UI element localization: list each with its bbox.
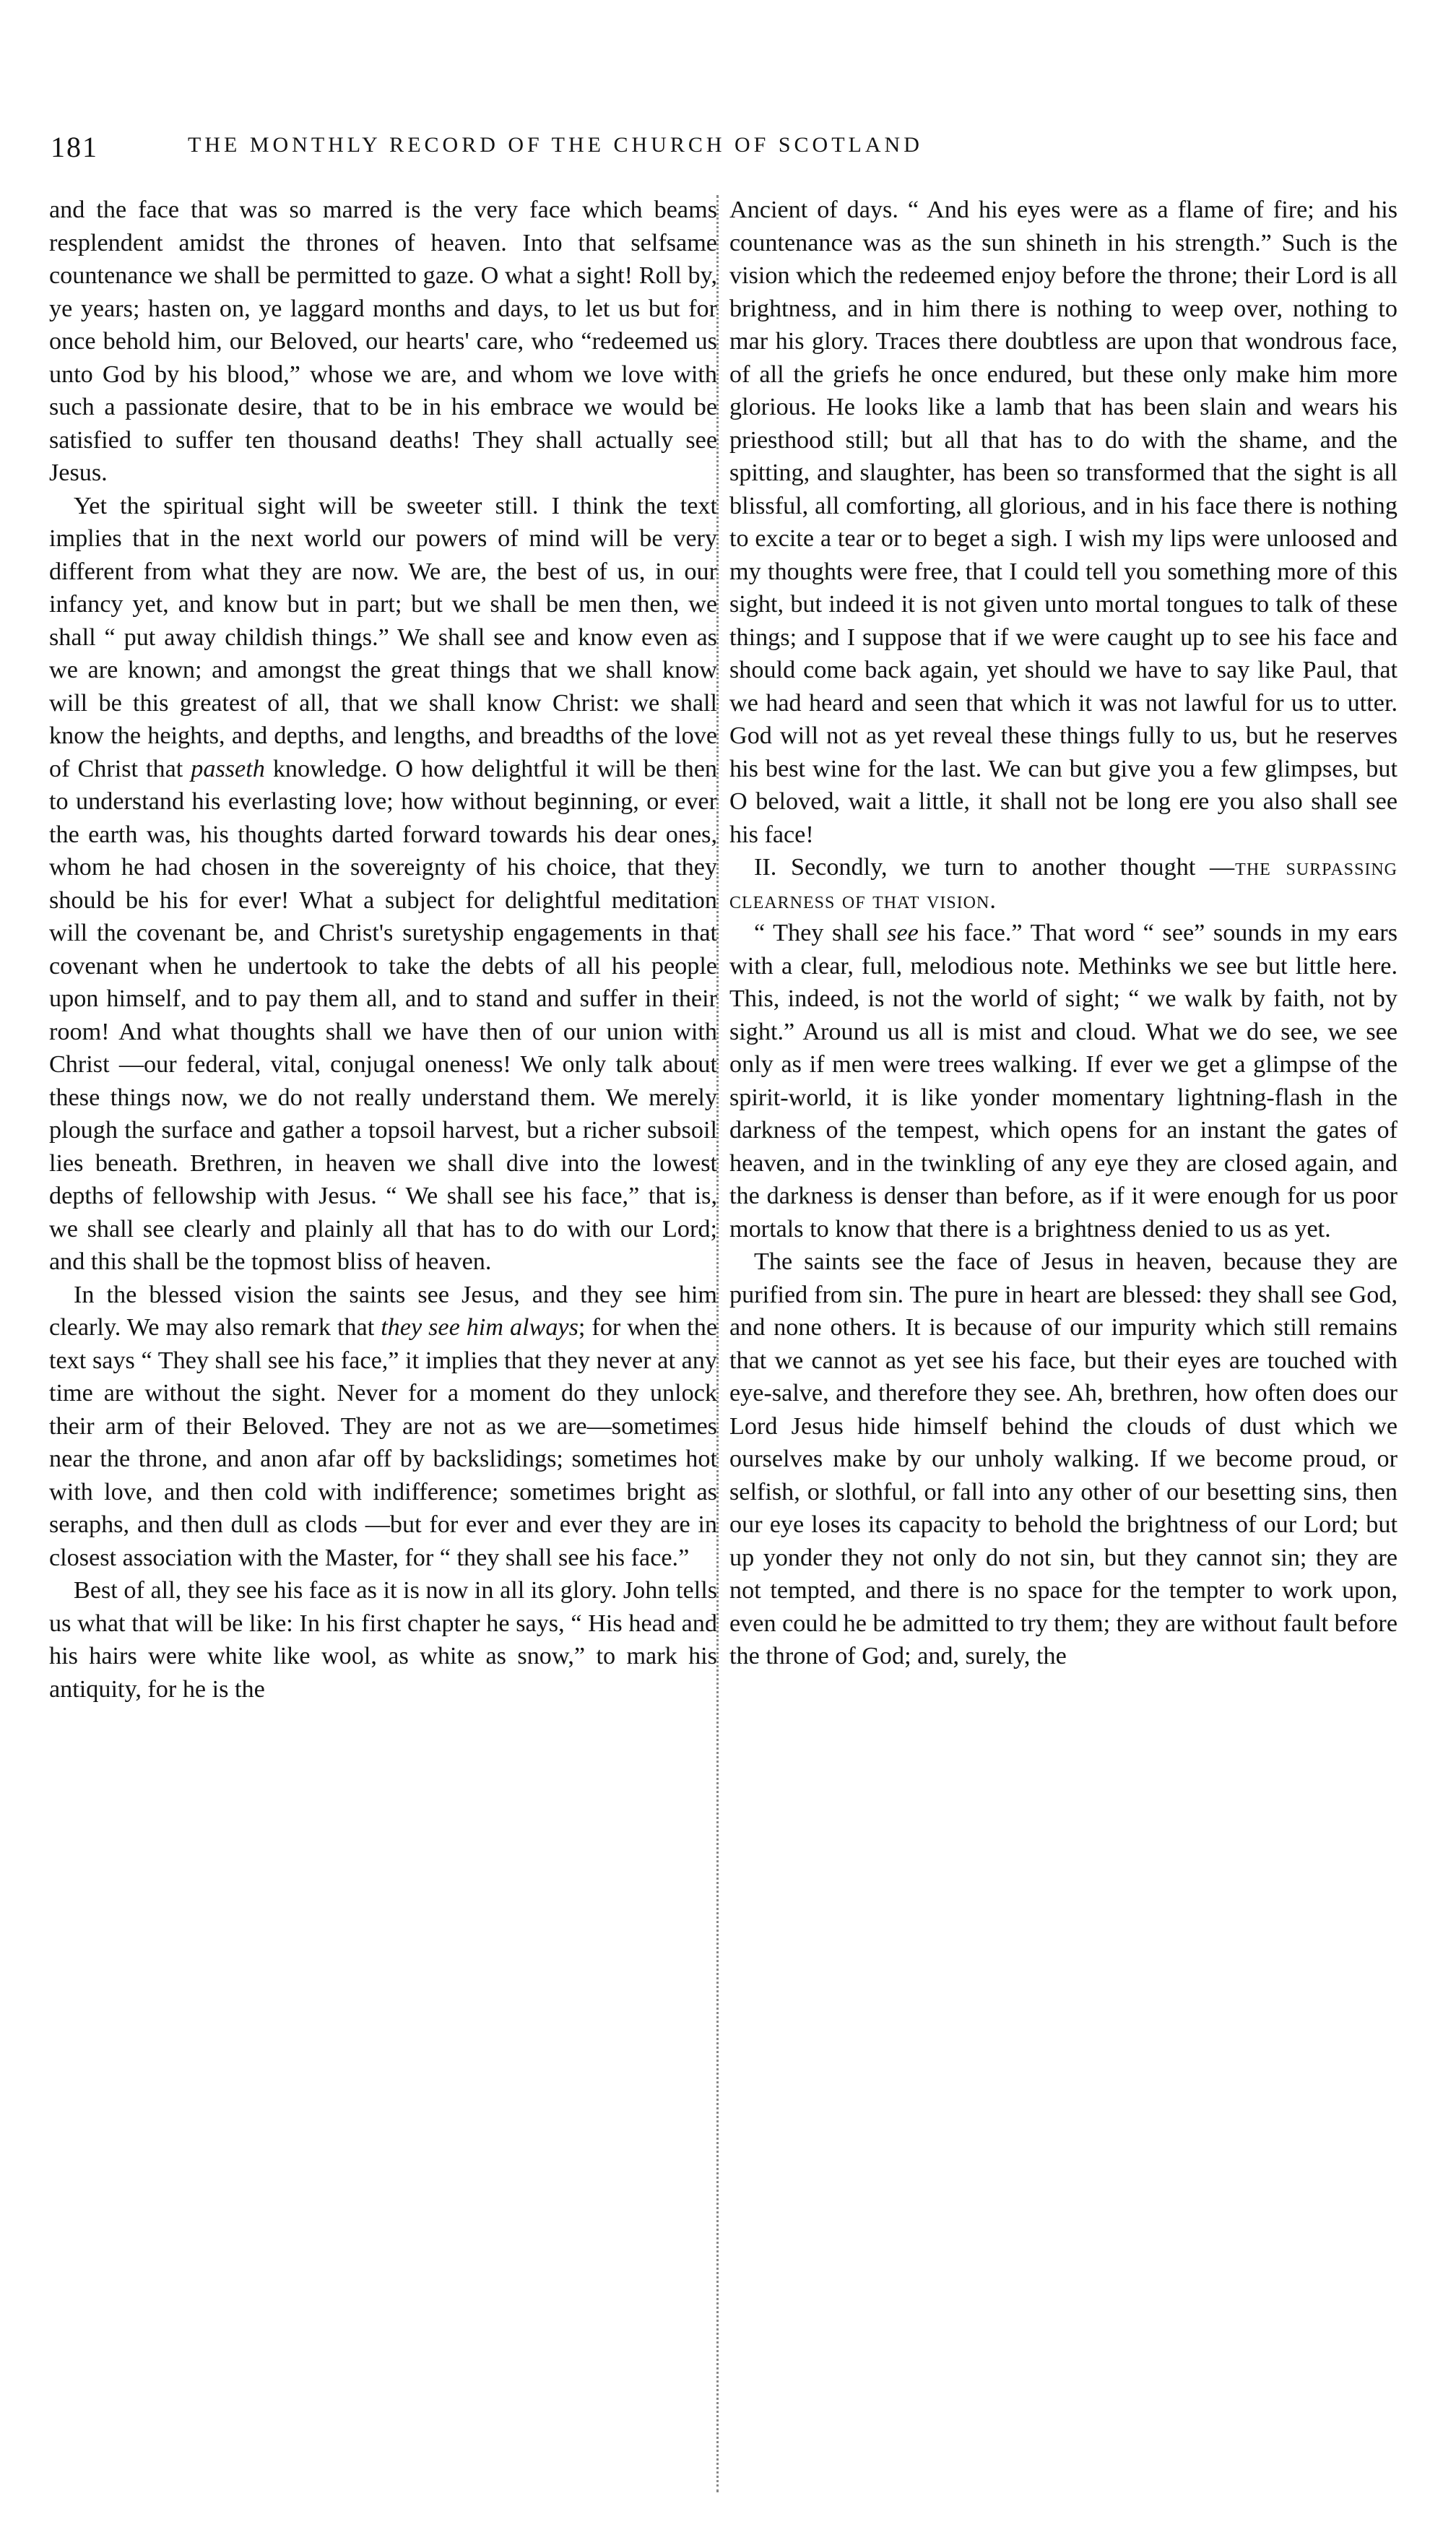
italic-phrase: they see him always — [381, 1314, 578, 1341]
paragraph — [49, 490, 717, 1279]
paragraph-text: his face.” That word “ see” sounds in my ears with a clear, full, melodious note. Methinks we see but little here. This, indeed, is not the world of sight; “ we walk by faith, not by sight.” Around us all is mist and cloud. What we do see, we see only as if men were trees walking. If ever we get a glimpse of the spirit-world, it is like yonder momentary lightning-flash in the darkness of the tempest, which opens for an instant the gates of heaven, and in the twinkling of any eye they are closed again, and the darkness is denser than before, as if it were enough for us poor mortals to know that there is a brightness denied to us as yet. — [729, 920, 1398, 1243]
paragraph: The saints see the face of Jesus in heaven, because they are purified from sin. The pure in heart are blessed: they shall see God, and none others. It is because of our impurity which still remains that we cannot as yet see his face, but their eyes are touched with eye-salve, and therefore they see. Ah, brethren, how often does our Lord Jesus hide himself behind the clouds of dust which we ourselves make by our unholy walking. If we become proud, or selfish, or slothful, or fall into any other of our besetting sins, then our eye loses its capacity to behold the brightness of our Lord; but up yonder they not only do not sin, but they cannot sin; they are not tempted, and there is no space for the tempter to work upon, even could he be admitted to try them; they are without fault before the throne of God; and, surely, the — [729, 1248, 1398, 1669]
paragraph-text: ; for when the text says “ They shall see his face,” it implies that they never at any time are without the sight. Never for a moment do they unlock their arm of their Beloved. They are not as we are—sometimes near the throne, and anon afar off by backslidings; sometimes hot with love, and then cold with indifference; sometimes bright as seraphs, and then dull as clods —but for ever and ever they are in closest association with the Master, for “ they shall see his face.” — [49, 1314, 717, 1571]
paragraph: Ancient of days. “ And his eyes were as a flame of fire; and his countenance was as the sun shineth in his strength.” Such is the vision which the redeemed enjoy before the throne; their Lord is all brightness, and in him there is nothing to weep over, nothing to mar his glory. Traces there doubtless are upon that wondrous face, of all the griefs he once endured, but these only make him more glorious. He looks like a lamb that has been slain and wears his priesthood still; but all that has to do with the shame, and the spitting, and slaughter, has been so transformed that the sight is all blissful, all comforting, all glorious, and in his face there is nothing to excite a tear or to beget a sigh. I wish my lips were unloosed and my thoughts were free, that I could tell you something more of this sight, but indeed it is not given unto mortal tongues to talk of these things; and I suppose that if we were caught up to see his face and should come back again, yet should we have to say like Paul, that we had heard and seen that which it was not lawful for us to utter. God will not as yet reveal these things fully to us, but he reserves his best wine for the last. We can but give you a few glimpses, but O beloved, wait a little, it shall not be long ere you also shall see his face! — [729, 196, 1398, 848]
heading-small-caps: —the surpassing clearness of that vision. — [729, 854, 1398, 914]
paragraph: and the face that was so marred is the very face which beams resplendent amidst the thrones of heaven. Into that selfsame countenance we shall be permitted to gaze. O what a sight! Roll by, ye years; hasten on, ye laggard months and days, to let us but for once behold him, our Beloved, our hearts' care, who “redeemed us unto God by his blood,” whose we are, and whom we love with such a passionate desire, that to be in his embrace we would be satisfied to suffer ten thousand deaths! They shall actually see Jesus. — [49, 196, 717, 486]
paragraph-text: knowledge. O how delightful it will be then to understand his everlasting love; how without beginning, or ever the earth was, his thoughts darted forward towards his dear ones, whom he had chosen in the sovereignty of his choice, that they should be his for ever! What a subject for delightful meditation will the covenant be, and Christ's suretyship engagements in that covenant when he undertook to take the debts of all his people upon himself, and to pay them all, and to stand and suffer in their room! And what thoughts shall we have then of our union with Christ —our federal, vital, conjugal oneness! We only talk about these things now, we do not really understand them. We merely plough the surface and gather a topsoil harvest, but a richer subsoil lies beneath. Brethren, in heaven we shall dive into the lowest depths of fellowship with Jesus. “ We shall see his face,” that is, we shall see clearly and plainly all that has to do with our Lord; and this shall be the topmost bliss of heaven. — [49, 755, 717, 1275]
column-divider — [716, 195, 719, 2492]
page-number: 181 — [51, 131, 98, 163]
running-title: THE MONTHLY RECORD OF THE CHURCH OF SCOTLAND — [188, 133, 923, 157]
left-column — [49, 194, 717, 2505]
paragraph — [49, 1279, 717, 1575]
page-header — [51, 130, 1372, 173]
paragraph-text: Yet the spiritual sight will be sweeter still. I think the text implies that in the next world our powers of mind will be very different from what they are now. We are, the best of us, in our infancy yet, and know but in part; but we shall be men then, we shall “ put away childish things.” We shall see and know even as we are known; and amongst the great things that we shall know will be this greatest of all, that we shall know Christ: we shall know the heights, and depths, and lengths, and breadths of the love of Christ that — [49, 492, 717, 782]
paragraph-text: “ They shall — [754, 920, 879, 946]
section-heading — [729, 851, 1398, 917]
right-column — [729, 194, 1398, 2505]
paragraph-text: In the blessed vision the saints see Jesus, and they see him clearly. We may also remark that — [49, 1281, 717, 1341]
italic-word: see — [887, 920, 919, 946]
paragraph: Best of all, they see his face as it is now in all its glory. John tells us what that will be like: In his first chapter he says, “ His head and his hairs were white like wool, as white as snow,” to mark his antiquity, for he is the — [49, 1577, 717, 1703]
heading-text: II. Secondly, we turn to another thought — [754, 854, 1196, 881]
paragraph — [729, 917, 1398, 1245]
italic-word: passeth — [191, 755, 265, 782]
